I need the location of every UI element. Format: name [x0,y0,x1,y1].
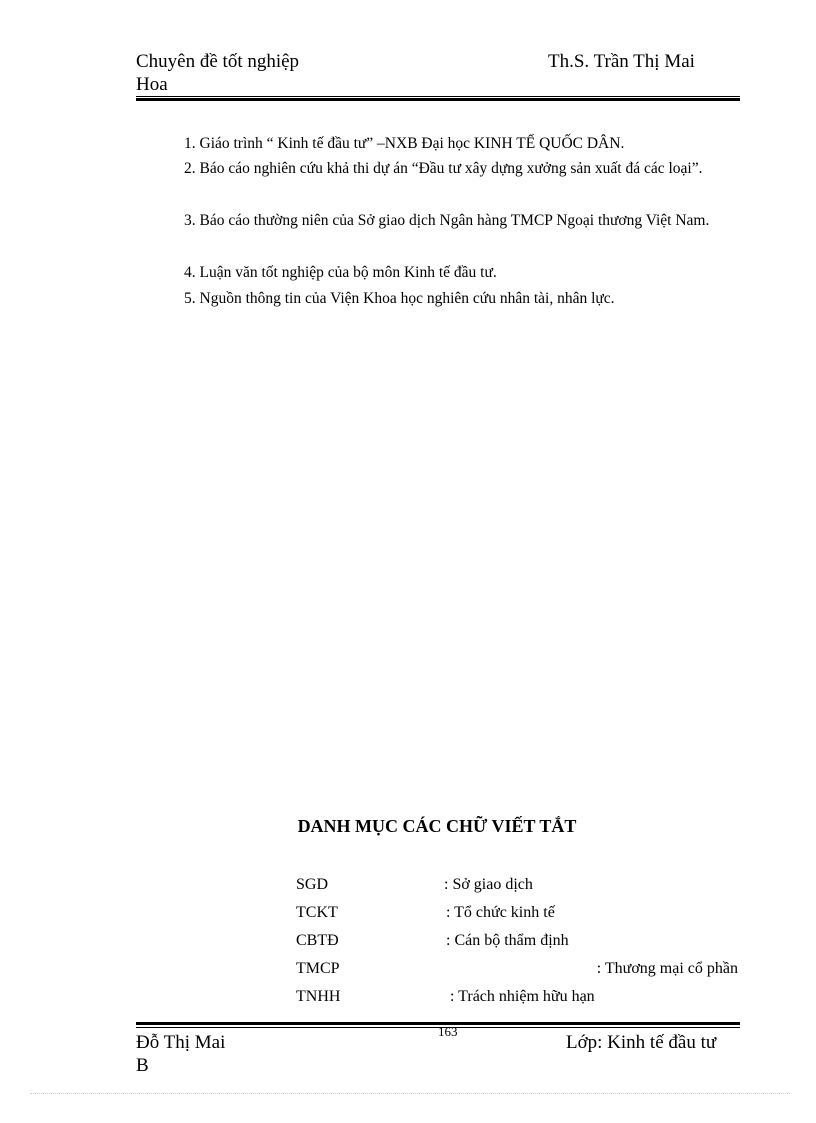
header-author-line1: Chuyên đề tốt nghiệp [136,51,300,72]
abbreviation-meaning: : Trách nhiệm hữu hạn [450,988,595,1005]
abbreviation-code: SGD [296,876,329,893]
abbreviation-code: TNHH [296,988,341,1005]
header-rule-thick [136,98,740,101]
page-bottom-dotted-line [30,1093,790,1094]
abbreviation-meaning: : Cán bộ thẩm định [446,932,569,949]
reference-item-2: 2. Báo cáo nghiên cứu khả thi dự án “Đầu tư xây dựng xưởng sản xuất đá các loại”. [184,160,703,177]
abbreviation-meaning: : Tổ chức kinh tế [446,904,555,921]
header-supervisor: Th.S. Trần Thị Mai [548,51,695,72]
reference-item-5: 5. Nguồn thông tin của Viện Khoa học nghiên cứu nhân tài, nhân lực. [184,290,615,307]
abbreviation-meaning: : Thương mại cổ phần [596,960,738,977]
abbreviation-code: TMCP [296,960,340,977]
page-number: 163 [438,1024,458,1039]
abbreviation-meaning: : Sở giao dịch [444,876,533,893]
footer-student-line2: B [136,1055,149,1076]
abbreviations-title: DANH MỤC CÁC CHỮ VIẾT TẮT [297,816,577,836]
abbreviation-code: TCKT [296,904,338,921]
footer-student-line1: Đỗ Thị Mai [136,1032,226,1053]
header-rule-thin [136,96,740,97]
reference-item-3: 3. Báo cáo thường niên của Sở giao dịch Ngân hàng TMCP Ngoại thương Việt Nam. [184,212,710,229]
abbreviation-code: CBTĐ [296,932,339,949]
reference-item-4: 4. Luận văn tốt nghiệp của bộ môn Kinh tế đầu tư. [184,264,497,281]
reference-item-1: 1. Giáo trình “ Kinh tế đầu tư” –NXB Đại học KINH TẾ QUỐC DÂN. [184,135,625,152]
footer-class: Lớp: Kinh tế đầu tư [566,1032,717,1053]
header-author-line2: Hoa [136,74,168,95]
